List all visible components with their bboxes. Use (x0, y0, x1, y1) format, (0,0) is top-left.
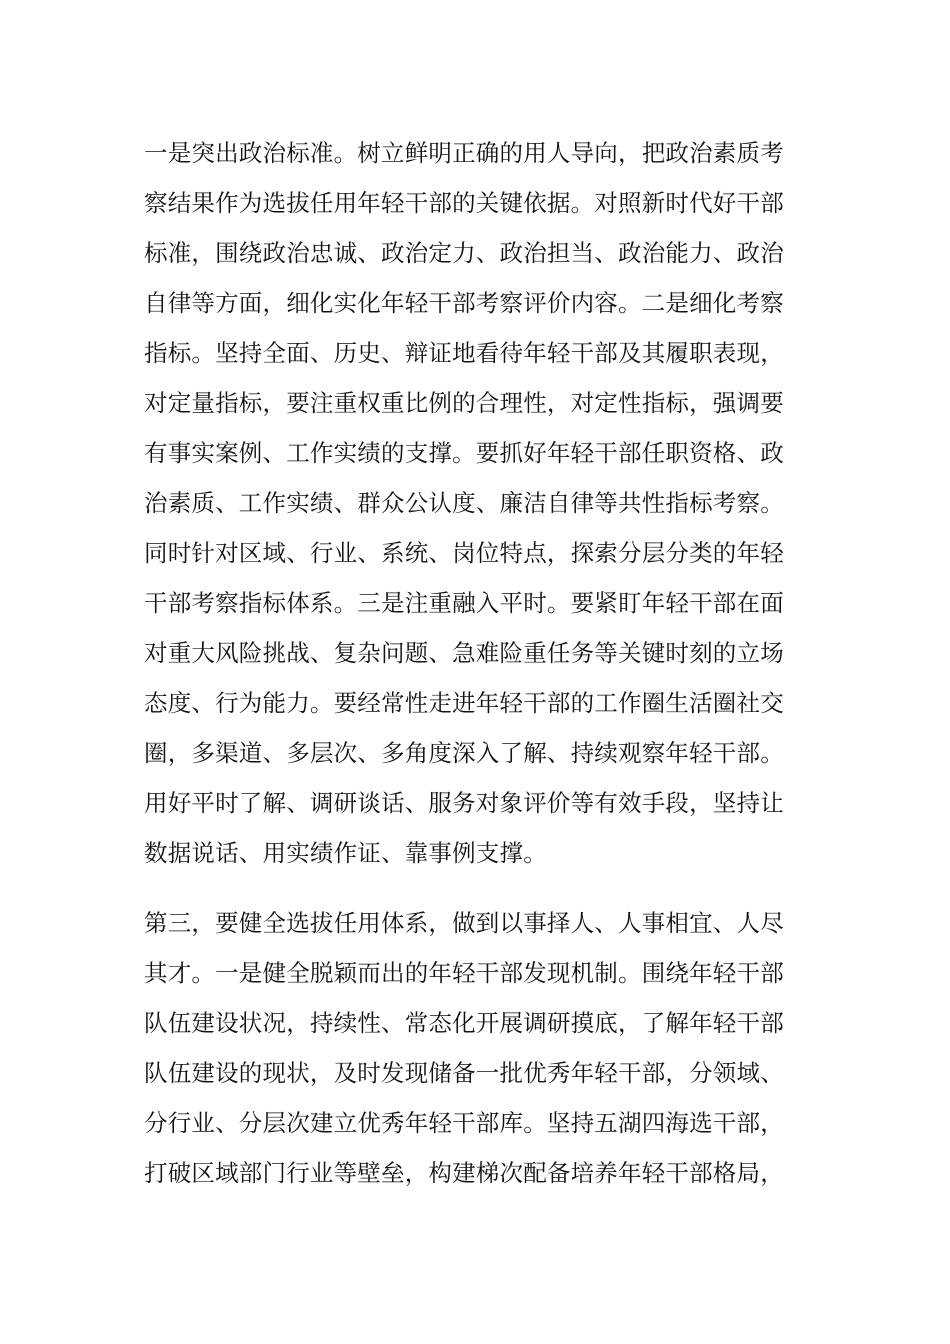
text-line: 队伍建设状况，持续性、常态化开展调研摸底，了解年轻干部 (144, 1009, 784, 1037)
text-line: 标准，围绕政治忠诚、政治定力、政治担当、政治能力、政治 (144, 239, 784, 267)
text-line: 圈，多渠道、多层次、多角度深入了解、持续观察年轻干部。 (144, 739, 784, 767)
text-line: 指标。坚持全面、历史、辩证地看待年轻干部及其履职表现， (144, 339, 784, 367)
text-line: 自律等方面，细化实化年轻干部考察评价内容。二是细化考察 (144, 289, 784, 317)
text-line: 有事实案例、工作实绩的支撑。要抓好年轻干部任职资格、政 (144, 439, 784, 467)
text-line: 对重大风险挑战、复杂问题、急难险重任务等关键时刻的立场 (144, 639, 784, 667)
text-line: 其才。一是健全脱颖而出的年轻干部发现机制。围绕年轻干部 (144, 959, 784, 987)
text-line: 察结果作为选拔任用年轻干部的关键依据。对照新时代好干部 (144, 189, 784, 217)
text-line: 一是突出政治标准。树立鲜明正确的用人导向，把政治素质考 (144, 139, 784, 167)
paragraph-political-standards (144, 128, 814, 878)
text-line: 打破区域部门行业等壁垒，构建梯次配备培养年轻干部格局， (144, 1159, 784, 1187)
text-line: 治素质、工作实绩、群众公认度、廉洁自律等共性指标考察。 (144, 489, 784, 517)
text-line: 队伍建设的现状，及时发现储备一批优秀年轻干部，分领域、 (144, 1059, 784, 1087)
paragraph-selection-system (144, 898, 814, 1198)
text-line: 数据说话、用实绩作证、靠事例支撑。 (144, 839, 547, 867)
text-line: 分行业、分层次建立优秀年轻干部库。坚持五湖四海选干部， (144, 1109, 784, 1137)
text-line: 干部考察指标体系。三是注重融入平时。要紧盯年轻干部在面 (144, 589, 784, 617)
text-line: 态度、行为能力。要经常性走进年轻干部的工作圈生活圈社交 (144, 689, 784, 717)
text-line: 同时针对区域、行业、系统、岗位特点，探索分层分类的年轻 (144, 539, 784, 567)
text-line: 用好平时了解、调研谈话、服务对象评价等有效手段，坚持让 (144, 789, 784, 817)
text-line: 第三，要健全选拔任用体系，做到以事择人、人事相宜、人尽 (144, 909, 784, 937)
text-line: 对定量指标，要注重权重比例的合理性，对定性指标，强调要 (144, 389, 784, 417)
